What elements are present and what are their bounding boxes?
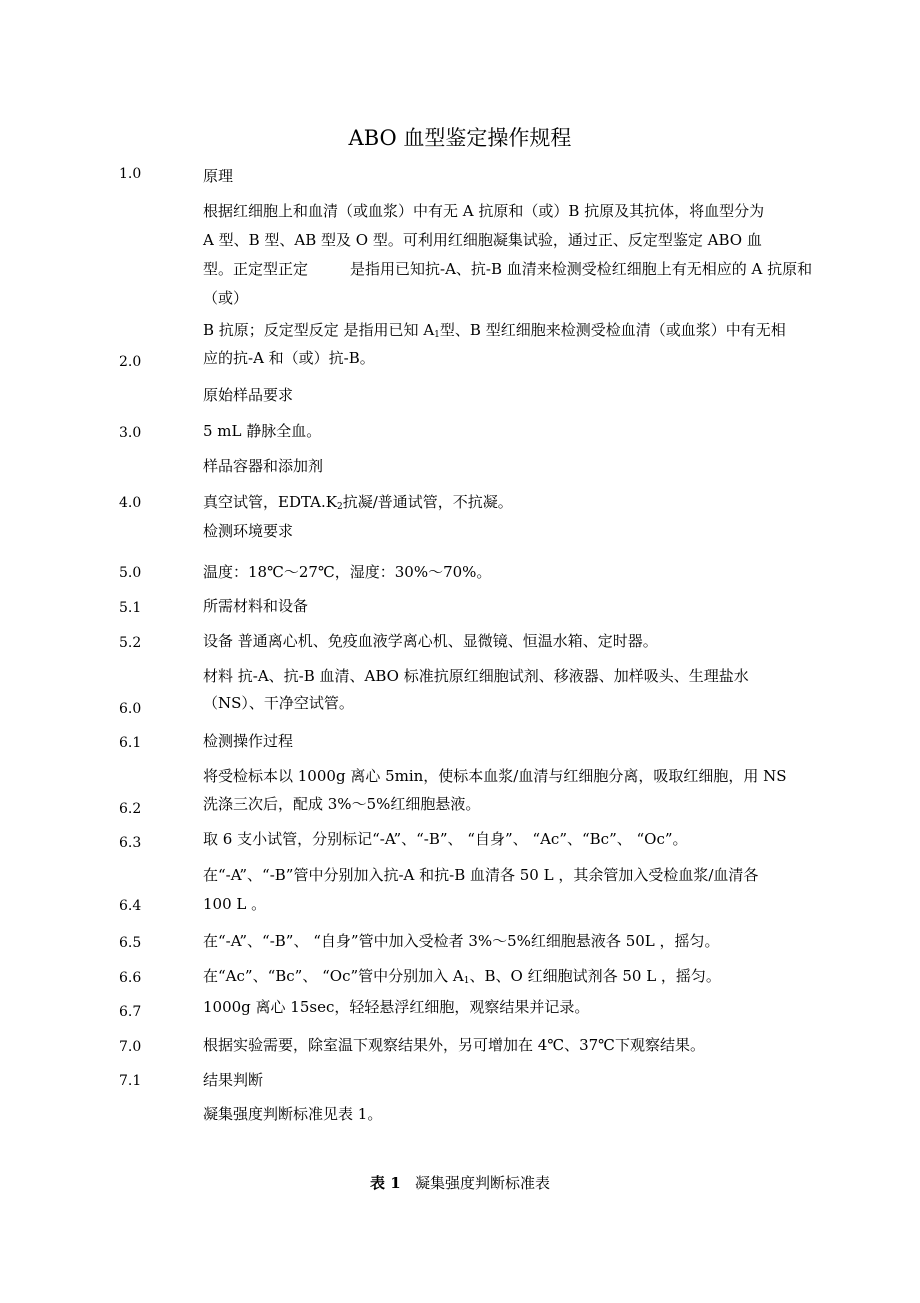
text-line: 设备 普通离心机、免疫血液学离心机、显微镜、恒温水箱、定时器。 (203, 632, 658, 650)
section-number: 6.6 (119, 970, 142, 986)
text-line: 凝集强度判断标准见表 1。 (203, 1105, 383, 1123)
text-line: 根据实验需要，除室温下观察结果外，另可增加在 4℃、37℃下观察结果。 (203, 1036, 705, 1054)
section-number: 6.5 (119, 935, 142, 951)
text-line: 将受检标本以 1000g 离心 5min，使标本血浆/血清与红细胞分离，吸取红细胞，用 NS (203, 767, 787, 785)
text-line: 5 mL 静脉全血。 (203, 422, 322, 440)
text-line: 检测操作过程 (203, 732, 294, 750)
text-line: 温度：18℃～27℃，湿度：30%～70%。 (203, 563, 492, 581)
text-line: 结果判断 (203, 1071, 264, 1089)
text-line: B 抗原；反定型反定 是指用已知 $A_1$型、B 型红细胞来检测受检血清（或血浆）中有无相 (203, 321, 786, 340)
text-line: 原理 (203, 167, 234, 185)
section-number: 5.1 (119, 600, 142, 616)
document-title: ABO 血型鉴定操作规程 (348, 126, 572, 150)
text-line: 在“-A”、“-B”管中分别加入抗-A 和抗-B 血清各 50 L ，其余管加入受检血浆/血清各 (203, 866, 759, 884)
text-line: 100 L 。 (203, 895, 267, 913)
text-line: 样品容器和添加剂 (203, 457, 324, 475)
text-line: （NS）、干净空试管。 (203, 694, 354, 712)
section-number: 7.1 (119, 1073, 142, 1089)
text-line: 型。正定型正定 是指用已知抗-A、抗-B 血清来检测受检红细胞上有无相应的 A 抗原和 (203, 260, 813, 278)
section-number: 6.3 (119, 835, 142, 851)
text-line: 材料 抗-A、抗-B 血清、ABO 标准抗原红细胞试剂、移液器、加样吸头、生理盐水 (203, 667, 749, 685)
text-line: （或） (203, 289, 249, 307)
text-line: 真空试管，$EDTA.K_2$抗凝/普通试管，不抗凝。 (203, 493, 513, 512)
text-line: A 型、B 型、AB 型及 O 型。可利用红细胞凝集试验，通过正、反定型鉴定 ABO 血 (203, 231, 762, 249)
text-line: 应的抗-A 和（或）抗-B。 (203, 349, 375, 367)
section-number: 2.0 (119, 354, 142, 370)
section-number: 1.0 (119, 166, 142, 182)
section-number: 3.0 (119, 425, 142, 441)
text-line: 在“Ac”、“Bc”、 “Oc”管中分别加入 $A_1$、B、O 红细胞试剂各 50 L ，摇匀。 (203, 967, 721, 986)
text-line: 在“-A”、“-B”、 “自身”管中加入受检者 3%～5%红细胞悬液各 50L ，摇匀。 (203, 932, 720, 950)
text-line: 根据红细胞上和血清（或血浆）中有无 A 抗原和（或）B 抗原及其抗体，将血型分为 (203, 202, 765, 220)
section-number: 5.2 (119, 635, 142, 651)
text-line: 1000g 离心 15sec，轻轻悬浮红细胞，观察结果并记录。 (203, 998, 590, 1016)
section-number: 7.0 (119, 1039, 142, 1055)
section-number: 4.0 (119, 495, 142, 511)
table-caption: 表 1 凝集强度判断标准表 (370, 1174, 550, 1192)
section-number: 5.0 (119, 565, 142, 581)
text-line: 检测环境要求 (203, 522, 294, 540)
section-number: 6.0 (119, 701, 142, 717)
text-line: 洗涤三次后，配成 3%～5%红细胞悬液。 (203, 795, 481, 813)
section-number: 6.4 (119, 898, 142, 914)
section-number: 6.7 (119, 1004, 142, 1020)
section-number: 6.1 (119, 735, 142, 751)
text-line: 取 6 支小试管，分别标记“-A”、“-B”、 “自身”、 “Ac”、“Bc”、 “Oc”。 (203, 830, 688, 848)
section-number: 6.2 (119, 801, 142, 817)
text-line: 所需材料和设备 (203, 597, 309, 615)
text-line: 原始样品要求 (203, 386, 294, 404)
